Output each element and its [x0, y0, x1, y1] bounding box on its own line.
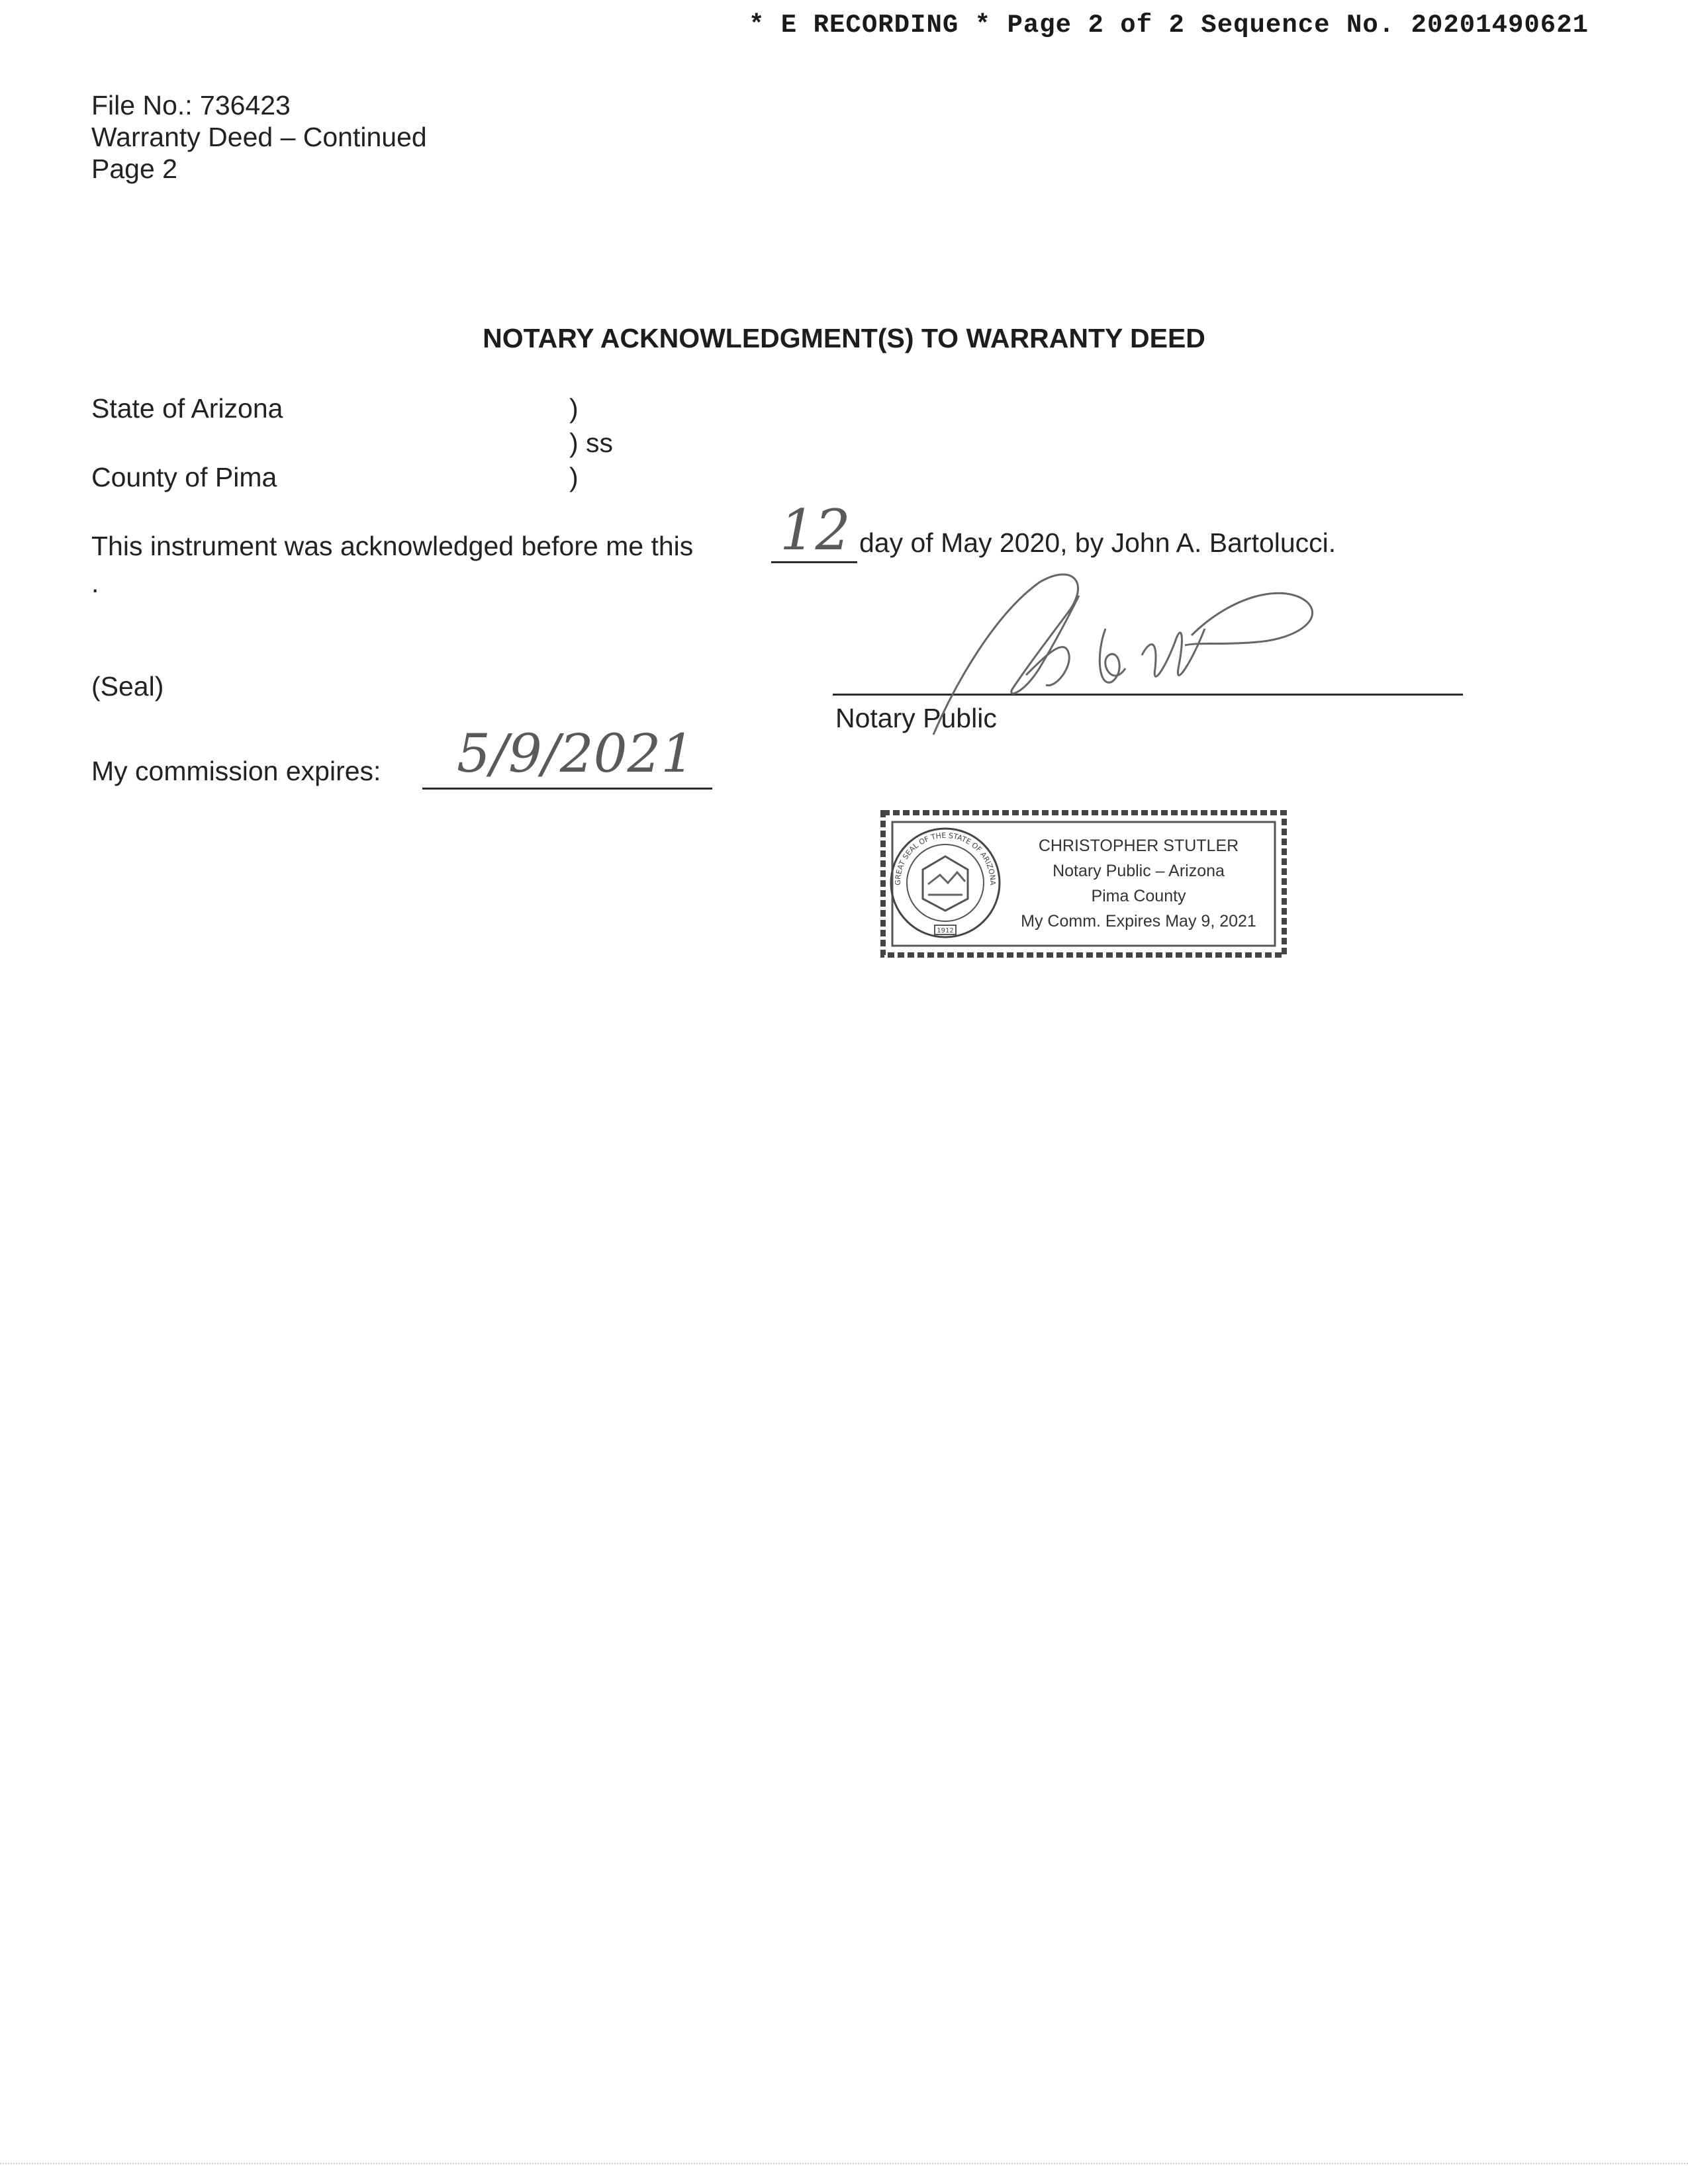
- notary-public-label: Notary Public: [835, 703, 997, 733]
- stamp-expiration: My Comm. Expires May 9, 2021: [1021, 912, 1256, 931]
- acknowledgment-suffix: day of May 2020, by John A. Bartolucci.: [859, 527, 1336, 558]
- page-number: Page 2: [91, 154, 177, 184]
- arizona-seal-icon: [891, 829, 1000, 937]
- recording-header: * E RECORDING * Page 2 of 2 Sequence No. 20201490621: [749, 11, 1589, 40]
- seal-ring-text: GREAT SEAL OF THE STATE OF ARIZONA: [893, 831, 998, 886]
- venue-county: County of Pima: [91, 462, 277, 492]
- stamp-notary-title: Notary Public – Arizona: [1053, 862, 1225, 880]
- commission-label: My commission expires:: [91, 756, 381, 786]
- notary-stamp: [879, 806, 1289, 962]
- stamp-county: Pima County: [1091, 887, 1186, 905]
- notary-signature: [914, 556, 1337, 748]
- svg-text:GREAT SEAL OF THE STATE OF ARI: [894, 831, 997, 886]
- venue-ss: ) ss: [569, 428, 614, 458]
- commission-line: [422, 788, 712, 790]
- venue-paren-bottom: ): [569, 462, 579, 492]
- document-type: Warranty Deed – Continued: [91, 122, 427, 152]
- stray-dot: .: [91, 568, 99, 598]
- handwritten-day: 12: [780, 498, 851, 563]
- venue-paren-top: ): [569, 393, 579, 424]
- stamp-notary-name: CHRISTOPHER STUTLER: [1038, 837, 1239, 855]
- venue-state: State of Arizona: [91, 393, 283, 424]
- file-number: File No.: 736423: [91, 90, 291, 120]
- seal-label: (Seal): [91, 671, 164, 702]
- scan-edge-artifact: [0, 2163, 1688, 2164]
- acknowledgment-prefix: This instrument was acknowledged before me this: [91, 531, 694, 561]
- document-title: NOTARY ACKNOWLEDGMENT(S) TO WARRANTY DEED: [483, 323, 1205, 353]
- handwritten-commission-date: 5/9/2021: [457, 723, 695, 784]
- seal-year: 1912: [937, 927, 954, 934]
